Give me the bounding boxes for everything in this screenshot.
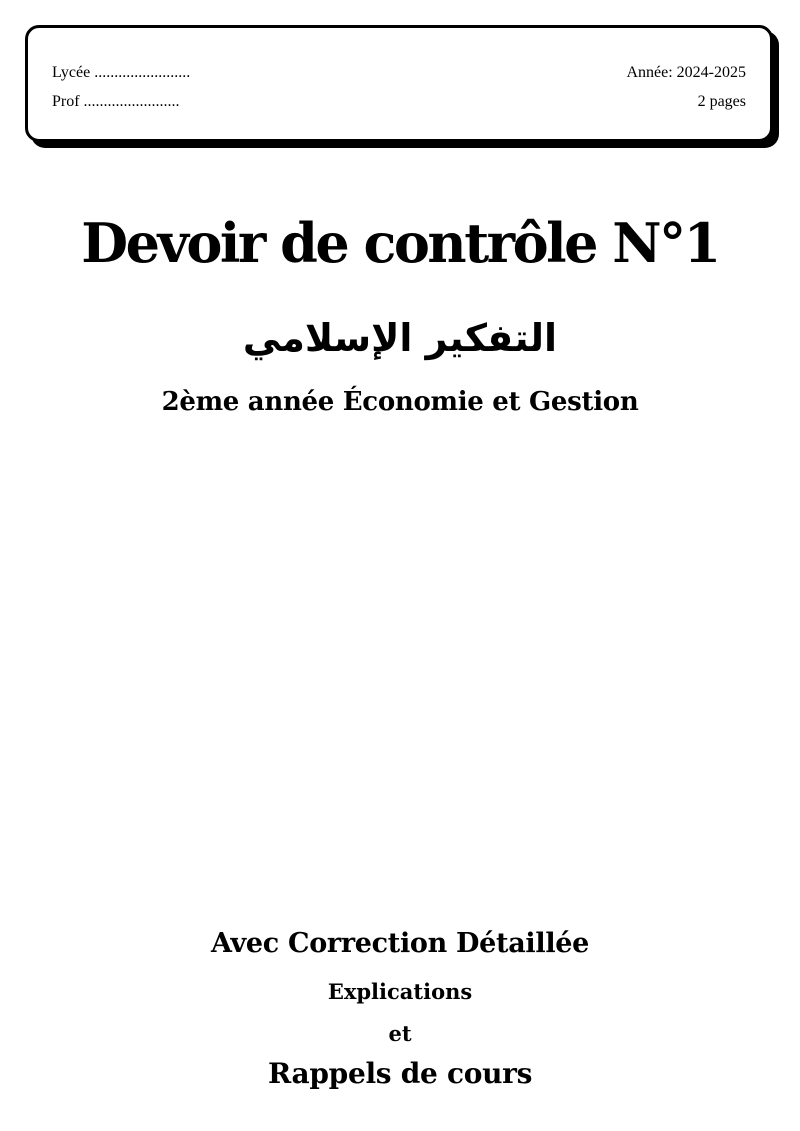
course-reminders-note: Rappels de cours <box>267 1057 533 1090</box>
teacher-field: Prof ........................ <box>52 93 180 110</box>
conjunction-text: et <box>388 1021 412 1046</box>
correction-note: Avec Correction Détaillée <box>210 928 590 959</box>
page-title: Devoir de contrôle N°1 <box>81 211 719 275</box>
school-field: Lycée ........................ <box>52 64 191 81</box>
class-level: 2ème année Économie et Gestion <box>161 387 639 417</box>
school-year: Année: 2024-2025 <box>626 64 746 81</box>
subject-title-arabic: التفكير الإسلامي <box>242 316 558 360</box>
page-count: 2 pages <box>697 93 746 110</box>
header-box <box>25 25 773 142</box>
explanations-note: Explications <box>327 979 473 1004</box>
